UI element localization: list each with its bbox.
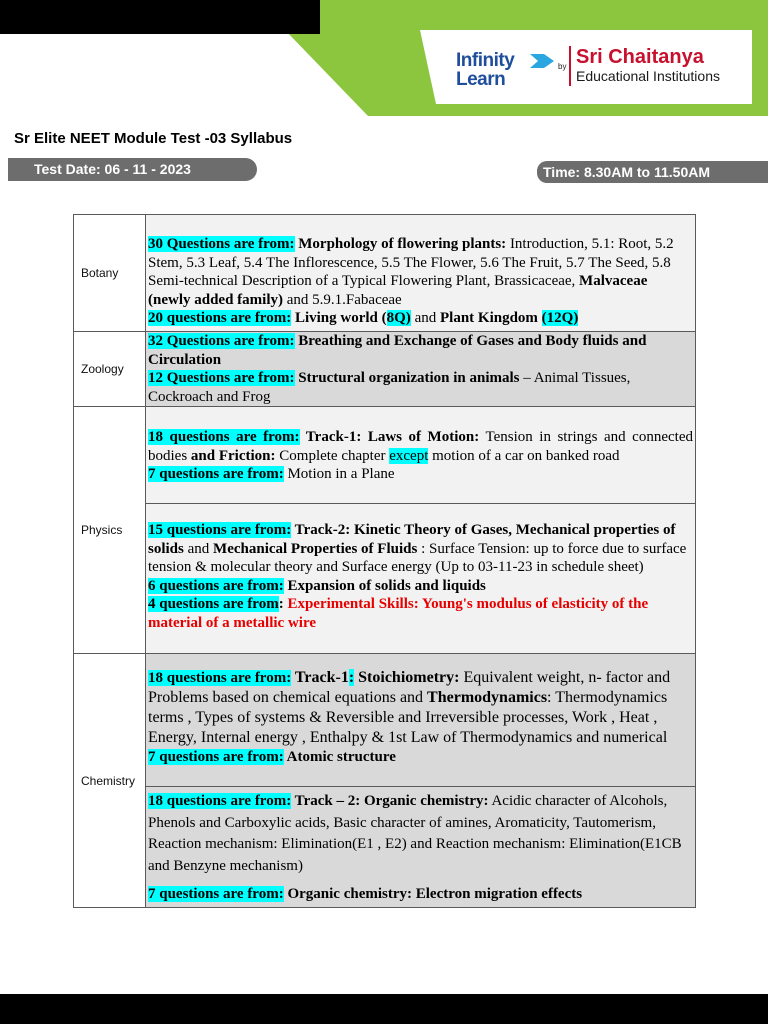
zoology-paragraph-1	[148, 332, 693, 369]
chemistry-paragraph-4	[148, 884, 693, 906]
topic: Track-2: Kinetic Theory of Gases, Mechanical properties of solids	[148, 522, 676, 557]
topic-detail: and 5.9.1.Fabaceae	[283, 291, 402, 308]
page-title: Sr Elite NEET Module Test -03 Syllabus	[14, 130, 293, 147]
topic: Breathing and Exchange of Gases and Body fluids and Circulation	[148, 333, 647, 368]
question-count: 12 Questions are from:	[148, 370, 295, 387]
topic: Stoichiometry:	[354, 669, 460, 686]
test-time-badge: Time: 8.30AM to 11.50AM	[537, 161, 768, 183]
topic-detail: – Animal Tissues, Cockroach and Frog	[148, 370, 631, 405]
topic-experimental: Experimental Skills: Young's modulus of elasticity of the material of a metallic wire	[148, 596, 649, 631]
botany-paragraph-2	[148, 309, 693, 328]
topic: Structural organization in animals	[294, 370, 520, 387]
logo-infinity-text: Infinity	[456, 50, 515, 71]
subject-label: Zoology	[81, 362, 124, 376]
highlighted-count: (12Q)	[541, 310, 579, 327]
physics-paragraph-3	[148, 521, 693, 577]
logo-divider	[569, 46, 571, 86]
subject-cell-chemistry	[74, 654, 146, 907]
topic: Mechanical Properties of Fluids	[213, 540, 418, 557]
topic: Living world (	[291, 310, 387, 327]
topic: Plant Kingdom	[439, 310, 542, 327]
question-count: 18 questions are from:	[148, 429, 300, 445]
question-count: 32 Questions are from:	[148, 333, 295, 349]
question-count: 18 questions are from:	[148, 793, 292, 809]
zoology-content	[146, 332, 695, 407]
question-count: 18 questions are from:	[148, 670, 292, 686]
subject-cell-zoology	[74, 332, 146, 407]
topic: Atomic structure	[283, 749, 396, 765]
topic: Organic chemistry: Electron migration effects	[283, 886, 583, 902]
chemistry-paragraph-2	[148, 748, 693, 767]
subject-cell-physics	[74, 407, 146, 654]
topic: Malvaceae (newly added family)	[148, 273, 648, 308]
physics-track1-content	[146, 407, 695, 504]
question-count: 6 questions are from:	[148, 577, 284, 594]
topic-detail: Equivalent weight, n- factor and Problems based on chemical equations and	[148, 669, 671, 706]
topic-colon: :	[278, 596, 284, 613]
topic-detail: motion of a car on banked road	[428, 447, 620, 464]
highlighted-word: except	[389, 447, 429, 464]
chemistry-track1-content	[146, 654, 695, 787]
topic-detail: : Thermodynamics terms , Types of systems & Reversible and Irreversible processes, Work , Heat , Energy, Internal energy , Enthalpy & 1st Law of Thermodynamics and numerical	[148, 689, 668, 746]
test-date-badge: Test Date: 06 - 11 - 2023	[8, 158, 257, 181]
question-count: 7 questions are from:	[148, 466, 284, 483]
topic-detail: Introduction, 5.1: Root, 5.2 Stem, 5.3 Leaf, 5.4 The Inflorescence, 5.5 The Flower, 5.6 The Fruit, 5.7 The Seed, 5.8 Semi-technical Description of a Typical Flowering Plant, Brassicaceae,	[148, 236, 674, 290]
topic: Track-1: Laws of Motion:	[299, 429, 480, 445]
header-black-bar	[0, 0, 320, 34]
question-count: 7 questions are from:	[148, 749, 284, 765]
syllabus-table	[73, 214, 696, 908]
topic-detail: Motion in a Plane	[283, 466, 395, 483]
question-count: 7 questions are from:	[148, 886, 284, 902]
topic-detail: and	[183, 540, 214, 557]
botany-paragraph-1	[148, 235, 693, 309]
subject-cell-botany	[74, 215, 146, 332]
physics-paragraph-2	[148, 465, 693, 484]
logo-learn-text: Learn	[456, 69, 506, 90]
question-count: 4 questions are from	[148, 596, 279, 613]
physics-paragraph-5	[148, 595, 693, 632]
footer-black-bar	[0, 994, 768, 1024]
highlighted-count: 8Q)	[386, 310, 411, 327]
botany-content	[146, 215, 695, 332]
chemistry-paragraph-1	[148, 668, 693, 748]
topic-detail: : Surface Tension: up to force due to surface tension & molecular theory and Surface energy (Up to 03-11-23 in schedule sheet)	[148, 540, 687, 576]
logo-arrow-icon	[530, 50, 554, 72]
topic-detail: and	[410, 310, 440, 327]
physics-paragraph-4	[148, 577, 693, 596]
topic: and Friction:	[190, 447, 276, 464]
topic: Track – 2: Organic chemistry:	[291, 793, 489, 809]
topic-detail: Complete chapter	[275, 447, 390, 464]
logo-brand-subtitle: Educational Institutions	[576, 68, 720, 84]
subject-label: Botany	[81, 266, 119, 280]
chemistry-paragraph-3	[148, 791, 693, 877]
highlighted-colon: :	[348, 669, 355, 686]
chemistry-track2-content	[146, 787, 695, 907]
subject-label: Chemistry	[81, 773, 136, 788]
subject-label: Physics	[81, 523, 123, 537]
topic: Morphology of flowering plants:	[294, 236, 507, 252]
brand-logo	[452, 40, 752, 96]
zoology-paragraph-2	[148, 369, 693, 406]
question-count: 15 questions are from:	[148, 522, 292, 538]
physics-paragraph-1	[148, 428, 693, 465]
logo-brand-name: Sri Chaitanya	[576, 46, 704, 68]
topic-detail: Tension in strings and connected bodies	[148, 429, 693, 464]
topic: Track-1	[291, 669, 349, 686]
question-count: 30 Questions are from:	[148, 236, 295, 252]
logo-by-text: by	[558, 62, 567, 71]
topic: Expansion of solids and liquids	[283, 577, 486, 594]
topic-detail: Acidic character of Alcohols, Phenols and Carboxylic acids, Basic character of amines, Aromaticity, Tautomerism, Reaction mechanism: Elimination(E1 , E2) and Reaction mechanism: Elimination(E1CB and Benzyne mechanism)	[148, 793, 682, 874]
topic: Thermodynamics	[427, 689, 548, 706]
physics-track2-content	[146, 504, 695, 654]
question-count: 20 questions are from:	[148, 310, 292, 327]
